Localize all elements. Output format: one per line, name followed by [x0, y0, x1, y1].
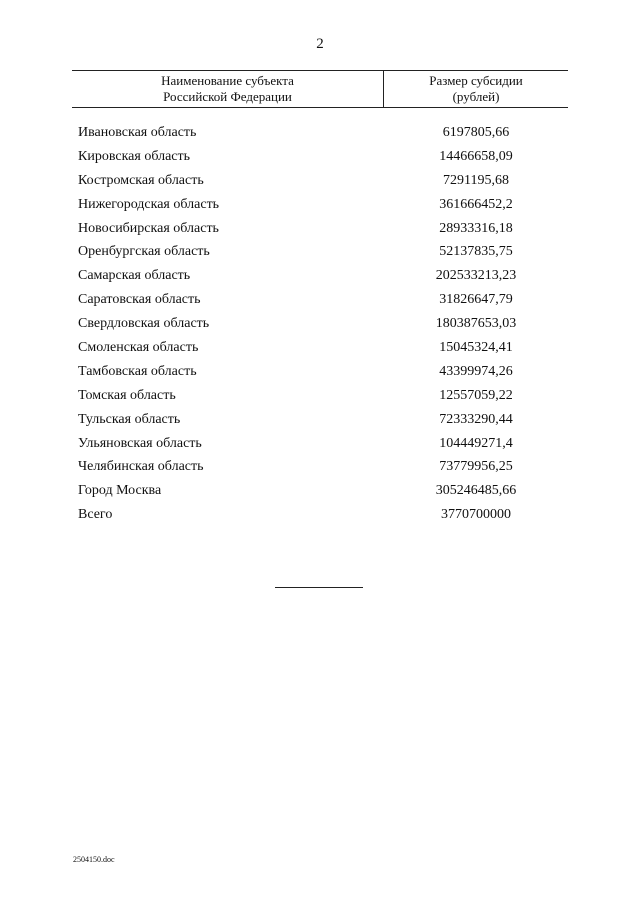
- subsidy-amount: 361666452,2: [439, 196, 513, 212]
- region-name: Оренбургская область: [78, 244, 210, 260]
- header-amount-line2: (рублей): [452, 89, 500, 104]
- subsidy-amount: 7291195,68: [443, 172, 509, 188]
- subsidy-amount: 3770700000: [441, 507, 511, 523]
- subsidy-amount: 6197805,66: [442, 125, 510, 140]
- table-row: [78, 363, 568, 387]
- table-row: [78, 482, 568, 506]
- closing-rule: [275, 587, 363, 588]
- subsidy-amount: 15045324,41: [439, 340, 513, 356]
- table-row: [78, 291, 568, 315]
- subsidy-amount: 52137835,75: [439, 244, 513, 260]
- header-amount-column: [384, 73, 568, 105]
- table-row: [78, 148, 568, 172]
- table-row: [78, 387, 568, 411]
- table-row: [78, 411, 568, 435]
- table-row: [78, 506, 568, 530]
- subsidy-amount: 202533213,23: [435, 268, 517, 284]
- region-name: Самарская область: [78, 268, 191, 284]
- header-top-rule: [72, 70, 568, 71]
- region-name: Город Москва: [78, 483, 162, 499]
- table-row: [78, 196, 568, 220]
- region-name: Ивановская область: [78, 125, 197, 140]
- subsidy-amount: 73779956,25: [439, 459, 513, 475]
- region-name: Нижегородская область: [78, 196, 220, 212]
- table-row: [78, 124, 568, 148]
- subsidy-amount: 180387653,03: [435, 316, 517, 332]
- table-row: [78, 315, 568, 339]
- region-name: Тульская область: [78, 411, 181, 427]
- table-row: [78, 458, 568, 482]
- region-name: Челябинская область: [78, 459, 204, 475]
- table-row: [78, 220, 568, 244]
- region-name: Томская область: [78, 387, 176, 403]
- subsidy-table-rows: [78, 124, 568, 530]
- subsidy-amount: 104449271,4: [439, 435, 513, 451]
- file-code: 2504150.doc: [73, 855, 115, 864]
- header-amount-line1: Размер субсидии: [429, 73, 523, 88]
- region-name: Кировская область: [78, 148, 191, 164]
- table-row: [78, 435, 568, 459]
- header-name-line1: Наименование субъекта: [161, 73, 294, 88]
- region-name: Свердловская область: [78, 316, 210, 332]
- header-bottom-rule: [72, 107, 568, 108]
- table-header: [72, 70, 568, 108]
- subsidy-amount: 28933316,18: [439, 220, 513, 236]
- subsidy-amount: 12557059,22: [439, 387, 513, 403]
- subsidy-amount: 305246485,66: [435, 483, 517, 499]
- table-row: [78, 172, 568, 196]
- region-name: Всего: [78, 507, 113, 523]
- page-number: 2: [316, 36, 324, 52]
- subsidy-amount: 72333290,44: [439, 411, 513, 427]
- subsidy-amount: 14466658,09: [439, 148, 513, 164]
- subsidy-amount: 31826647,79: [439, 292, 513, 308]
- region-name: Ульяновская область: [78, 435, 202, 451]
- region-name: Тамбовская область: [78, 363, 197, 379]
- region-name: Смоленская область: [78, 340, 199, 356]
- table-row: [78, 267, 568, 291]
- header-name-line2: Российской Федерации: [163, 89, 292, 104]
- region-name: Саратовская область: [78, 292, 201, 308]
- region-name: Костромская область: [78, 172, 204, 188]
- header-name-column: [72, 73, 383, 105]
- table-row: [78, 339, 568, 363]
- table-row: [78, 243, 568, 267]
- subsidy-amount: 43399974,26: [439, 363, 513, 379]
- region-name: Новосибирская область: [78, 220, 219, 236]
